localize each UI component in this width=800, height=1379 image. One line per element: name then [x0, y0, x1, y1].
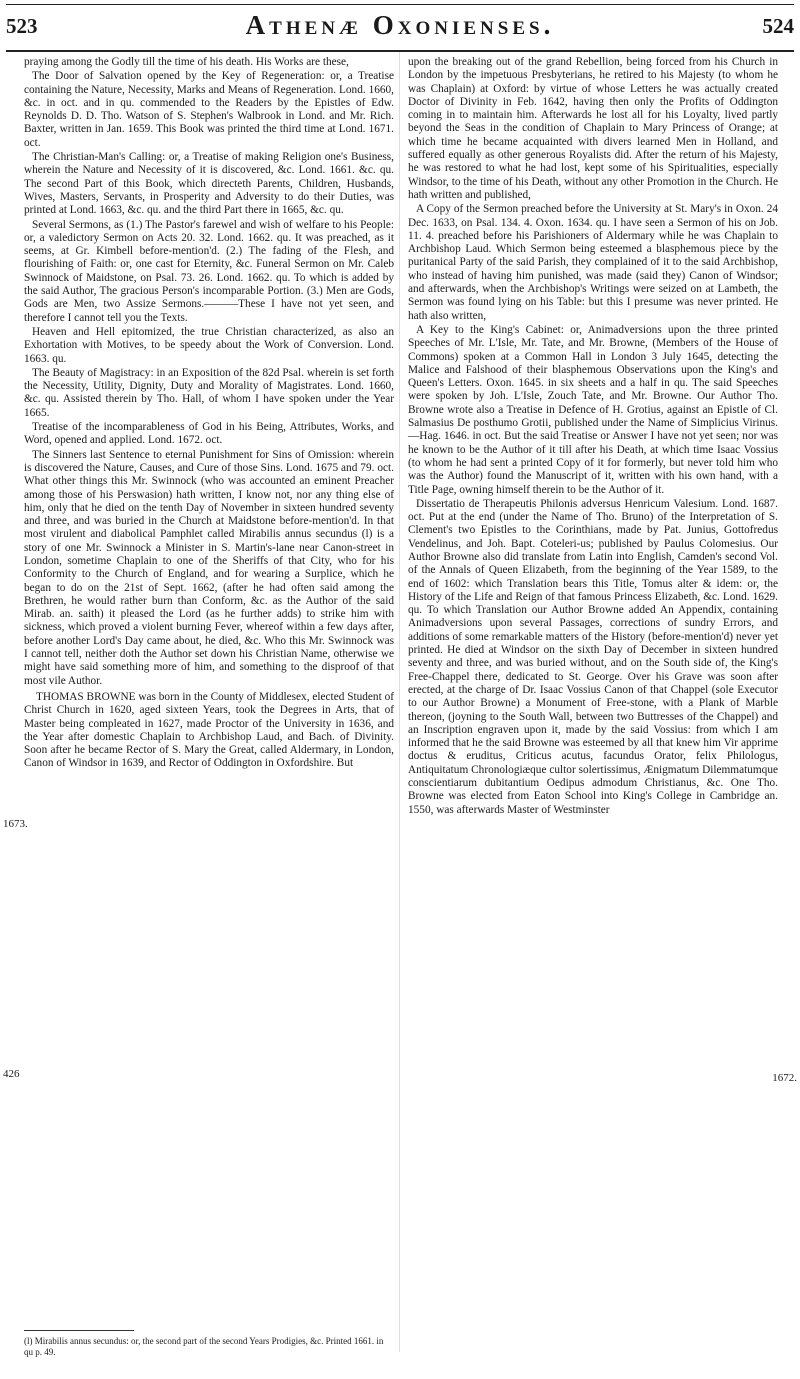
paragraph: The Christian-Man's Calling: or, a Treatise of making Religion one's Business, wherein the Nature and Necessity of it is discovered, &c. Lond. 1661. &c. qu. The second Part of this Book, which directeth Parents, Children, Husbands, Wives, Masters, Servants, in Prosperity and Adversity to do their Duties, was printed at Lond. 1663, &c. qu. and the third Part there in 1665, &c. qu. [24, 151, 394, 217]
column-gutter [399, 52, 400, 1352]
footnote-rule [24, 1330, 134, 1331]
top-rule [6, 4, 794, 5]
paragraph: The Sinners last Sentence to eternal Punishment for Sins of Omission: wherein is discovered the Nature, Causes, and Cure of those Sins. Lond. 1675 and 79. oct. What other things this Mr. Swinnock (who was accounted an eminent Preacher among those of his Perswasion) hath written, I know not, nor any thing else of him, only that he died on the tenth Day of November in sixteen hundred seventy and three, and was buried in the Church at Maidstone before-mention'd. In that most virulent and diabolical Pamphlet called Mirabilis annus secundus (l) is a story of one Mr. Swinnock a Minister in S. Martin's-lane near Canon-street in London, sometime Chaplain to one of the Sheriffs of that City, who for his Conformity to the Church of England, and for wearing a Surplice, which he began to do on the 21st of Sept. 1662, (after he had often said among the Brethren, he would rather burn than Conform, &c. as the Author of the said Mirab. an. saith) it pleased the Lord (as he further adds) to strike him with sickness, which proved a violent burning Fever, whereof within a few days after, before another Lord's Day came about, he died, &c. Who this Mr. Swinnock was I cannot tell, neither doth the Author set down his Christian Name, otherwise we might have said something more of him, and something to the disproof of that most vile Author. [24, 448, 394, 687]
paragraph: A Copy of the Sermon preached before the University at St. Mary's in Oxon. 24 Dec. 1633, on Psal. 134. 4. Oxon. 1634. qu. I have seen a Sermon of his on Job. 11. 4. preached before his Parishioners of Aldermary while he was Chaplain to Archbishop Laud. Which Sermon being esteemed a blasphemous piece by the puritanical Party of the said Parish, they complained of it to the said Archbishop, who instead of having him punished, was made (said they) Canon of Windsor; and afterwards, when the Archbishop's Writings were seized on at Lambeth, the Sermon was found lying on his Table: but this I presume was never printed. He hath also written, [408, 203, 778, 322]
paragraph: Treatise of the incomparableness of God in his Being, Attributes, Works, and Word, opened and applied. Lond. 1672. oct. [24, 421, 394, 447]
left-column [24, 56, 394, 772]
margin-note-year: 1673. [3, 818, 28, 830]
footnote: (l) Mirabilis annus secundus: or, the second part of the second Years Prodigies, &c. Printed 1661. in qu p. 49. [24, 1336, 384, 1357]
running-title: Athenæ Oxonienses. [245, 10, 555, 40]
paragraph: A Key to the King's Cabinet: or, Animadversions upon the three printed Speeches of Mr. L'Isle, Mr. Tate, and Mr. Browne, (Members of the House of Commons) spoken at a Common Hall in London 3 July 1645, detecting the Malice and Falshood of their blasphemous Observations upon the King's and Queen's Letters. Oxon. 1645. in six sheets and a half in qu. The said Speeches were spoken by Joh. L'Isle, Zouch Tate, and Mr. Browne. Our Author Tho. Browne wrote also a Treatise in Defence of H. Grotius, against an Epistle of Cl. Salmasius De posthumo Grotii, published under the Name of Simplicius Virinus.—Hag. 1646. in oct. But the said Treatise or Answer I have not yet seen; nor was he known to be the Author of it till after his Death, at which time Isaac Vossius (to whom he had sent a printed Copy of it for formerly, but never told him who was the Author) found the Manuscript of it, written with his own hand, with a Title Page, owning himself therein to be the Author of it. [408, 323, 778, 496]
paragraph: Heaven and Hell epitomized, the true Christian characterized, as also an Exhortation with Motives, to be speedy about the Work of Conversion. Lond. 1663. qu. [24, 325, 394, 365]
paragraph: praying among the Godly till the time of his death. His Works are these, [24, 56, 349, 68]
page-number-left: 523 [6, 14, 38, 38]
paragraph: upon the breaking out of the grand Rebellion, being forced from his Church in London by the impetuous Presbyterians, he retired to his Majesty (to whom he was Chaplain) at Oxford: by virtue of whose Letters he was actually created Doctor of Divinity in Feb. 1642, having then only the Profits of Oddington coming in to maintain him. Afterwards he lost all for his Loyalty, lived partly beyond the Seas in the condition of Chaplain to Mary Princess of Orange; at which time he became acquainted with divers learned Men in Holland, and suffered equally as other generous Royalists did. After the return of his Majesty, he was restored to what he had lost, kept some of his Spiritualities, especially Windsor, to the time of his Death, without any other Promotion in the Church. He hath written and published, [408, 56, 778, 201]
paragraph: Dissertatio de Therapeutis Philonis adversus Henricum Valesium. Lond. 1687. oct. Put at the end (under the Name of Tho. Bruno) of the Interpretation of S. Clement's two Epistles to the Corinthians, made by Pat. Junius, Gottofredus Vendelinus, and Joh. Bapt. Coteleri-us; published by Paulus Colomesius. Our Author Browne also did translate from Latin into English, Camden's second Vol. of the Annals of Queen Elizabeth, from the beginning of the Year 1589, to the end of 1602: which Translation bears this Title, Tomus alter & idem: or, the History of the Life and Reign of that famous Princess Elizabeth, &c. Lond. 1629. qu. To which Translation our Author Browne added An Appendix, containing Animadversions upon several Passages, corrections of sundry Errors, and additions of some remarkable matters of the History (before-mention'd) never yet printed. He died at Windsor on the sixth Day of December in sixteen hundred seventy and three, and was buried without, and on the South side of, the King's Free-Chappel there, dedicated to St. George. Over his Grave was soon after erected, at the charge of Dr. Isaac Vossius Canon of that Chappel (sole Executor to our Author Browne) a Monument of Free-stone, with a Plank of Marble thereon, (joyning to the South Wall, between two Buttresses of the Chappel) and an Inscription engraven upon it, made by the said Vossius: from which I am informed that he the said Browne was esteemed by all that knew him Vir apprime doctus & eruditus, Criticus acutus, facundus Orator, felix Philologus, Antiquitatum Chronologiæque cultor solertissimus, Ænigmatum Dilemmatumque conscientiarum dubitantium Oedipus admodum Christianus, &c. One Tho. Browne was elected from Eaton School into King's College in Cambridge an. 1550, was afterwards Master of Westminster [408, 497, 778, 816]
paragraph: Several Sermons, as (1.) The Pastor's farewel and wish of welfare to his People: or, a valedictory Sermon on Acts 20. 32. Lond. 1662. qu. It was preached, as it seems, at Gr. Kimbell before-mention'd. (2.) The fading of the Flesh, and flourishing of Faith: or, one cast for Eternity, &c. Funeral Sermon on Mr. Caleb Swinnock of Maidstone, on Psal. 73. 26. Lond. 1662. qu. To which is added by the said Author, The gracious Person's incomparable Portion. (3.) Men are Gods, Gods are Men, two Assize Sermons.———These I have not yet seen, and therefore I cannot tell you the Texts. [24, 218, 394, 324]
biography-entry: THOMAS BROWNE was born in the County of Middlesex, elected Student of Christ Church in 1620, aged sixteen Years, took the Degrees in Arts, that of Master being compleated in 1627, made Proctor of the University in 1636, and the Year after domestic Chaplain to Archbishop Laud, and Bach. of Divinity. Soon after he became Rector of S. Mary the Great, called Aldermary, in London, Canon of Windsor in 1639, and Rector of Oddington in Oxfordshire. But [24, 690, 394, 770]
right-column [408, 56, 778, 818]
header-rule [6, 50, 794, 52]
paragraph: The Beauty of Magistracy: in an Exposition of the 82d Psal. wherein is set forth the Necessity, Utility, Dignity, Duty and Morality of Magistrates. Lond. 1660, &c. qu. Assisted therein by Tho. Hall, of whom I have spoken under the Year 1665. [24, 366, 394, 419]
margin-note-entry-number: 426 [3, 1068, 20, 1080]
page-number-right: 524 [762, 14, 794, 38]
margin-note-year-right: 1672. [772, 1072, 797, 1084]
paragraph: The Door of Salvation opened by the Key of Regeneration: or, a Treatise containing the Nature, Necessity, Marks and Means of Regeneration. Lond. 1660, &c. in oct. and in qu. commended to the Readers by the Epistles of Edw. Reynolds D. D. Tho. Watson of S. Stephen's Walbrook in Lond. and Mr. Rich. Baxter, written in Jan. 1659. This Book was printed the third time at Lond. 1671. oct. [24, 70, 394, 149]
